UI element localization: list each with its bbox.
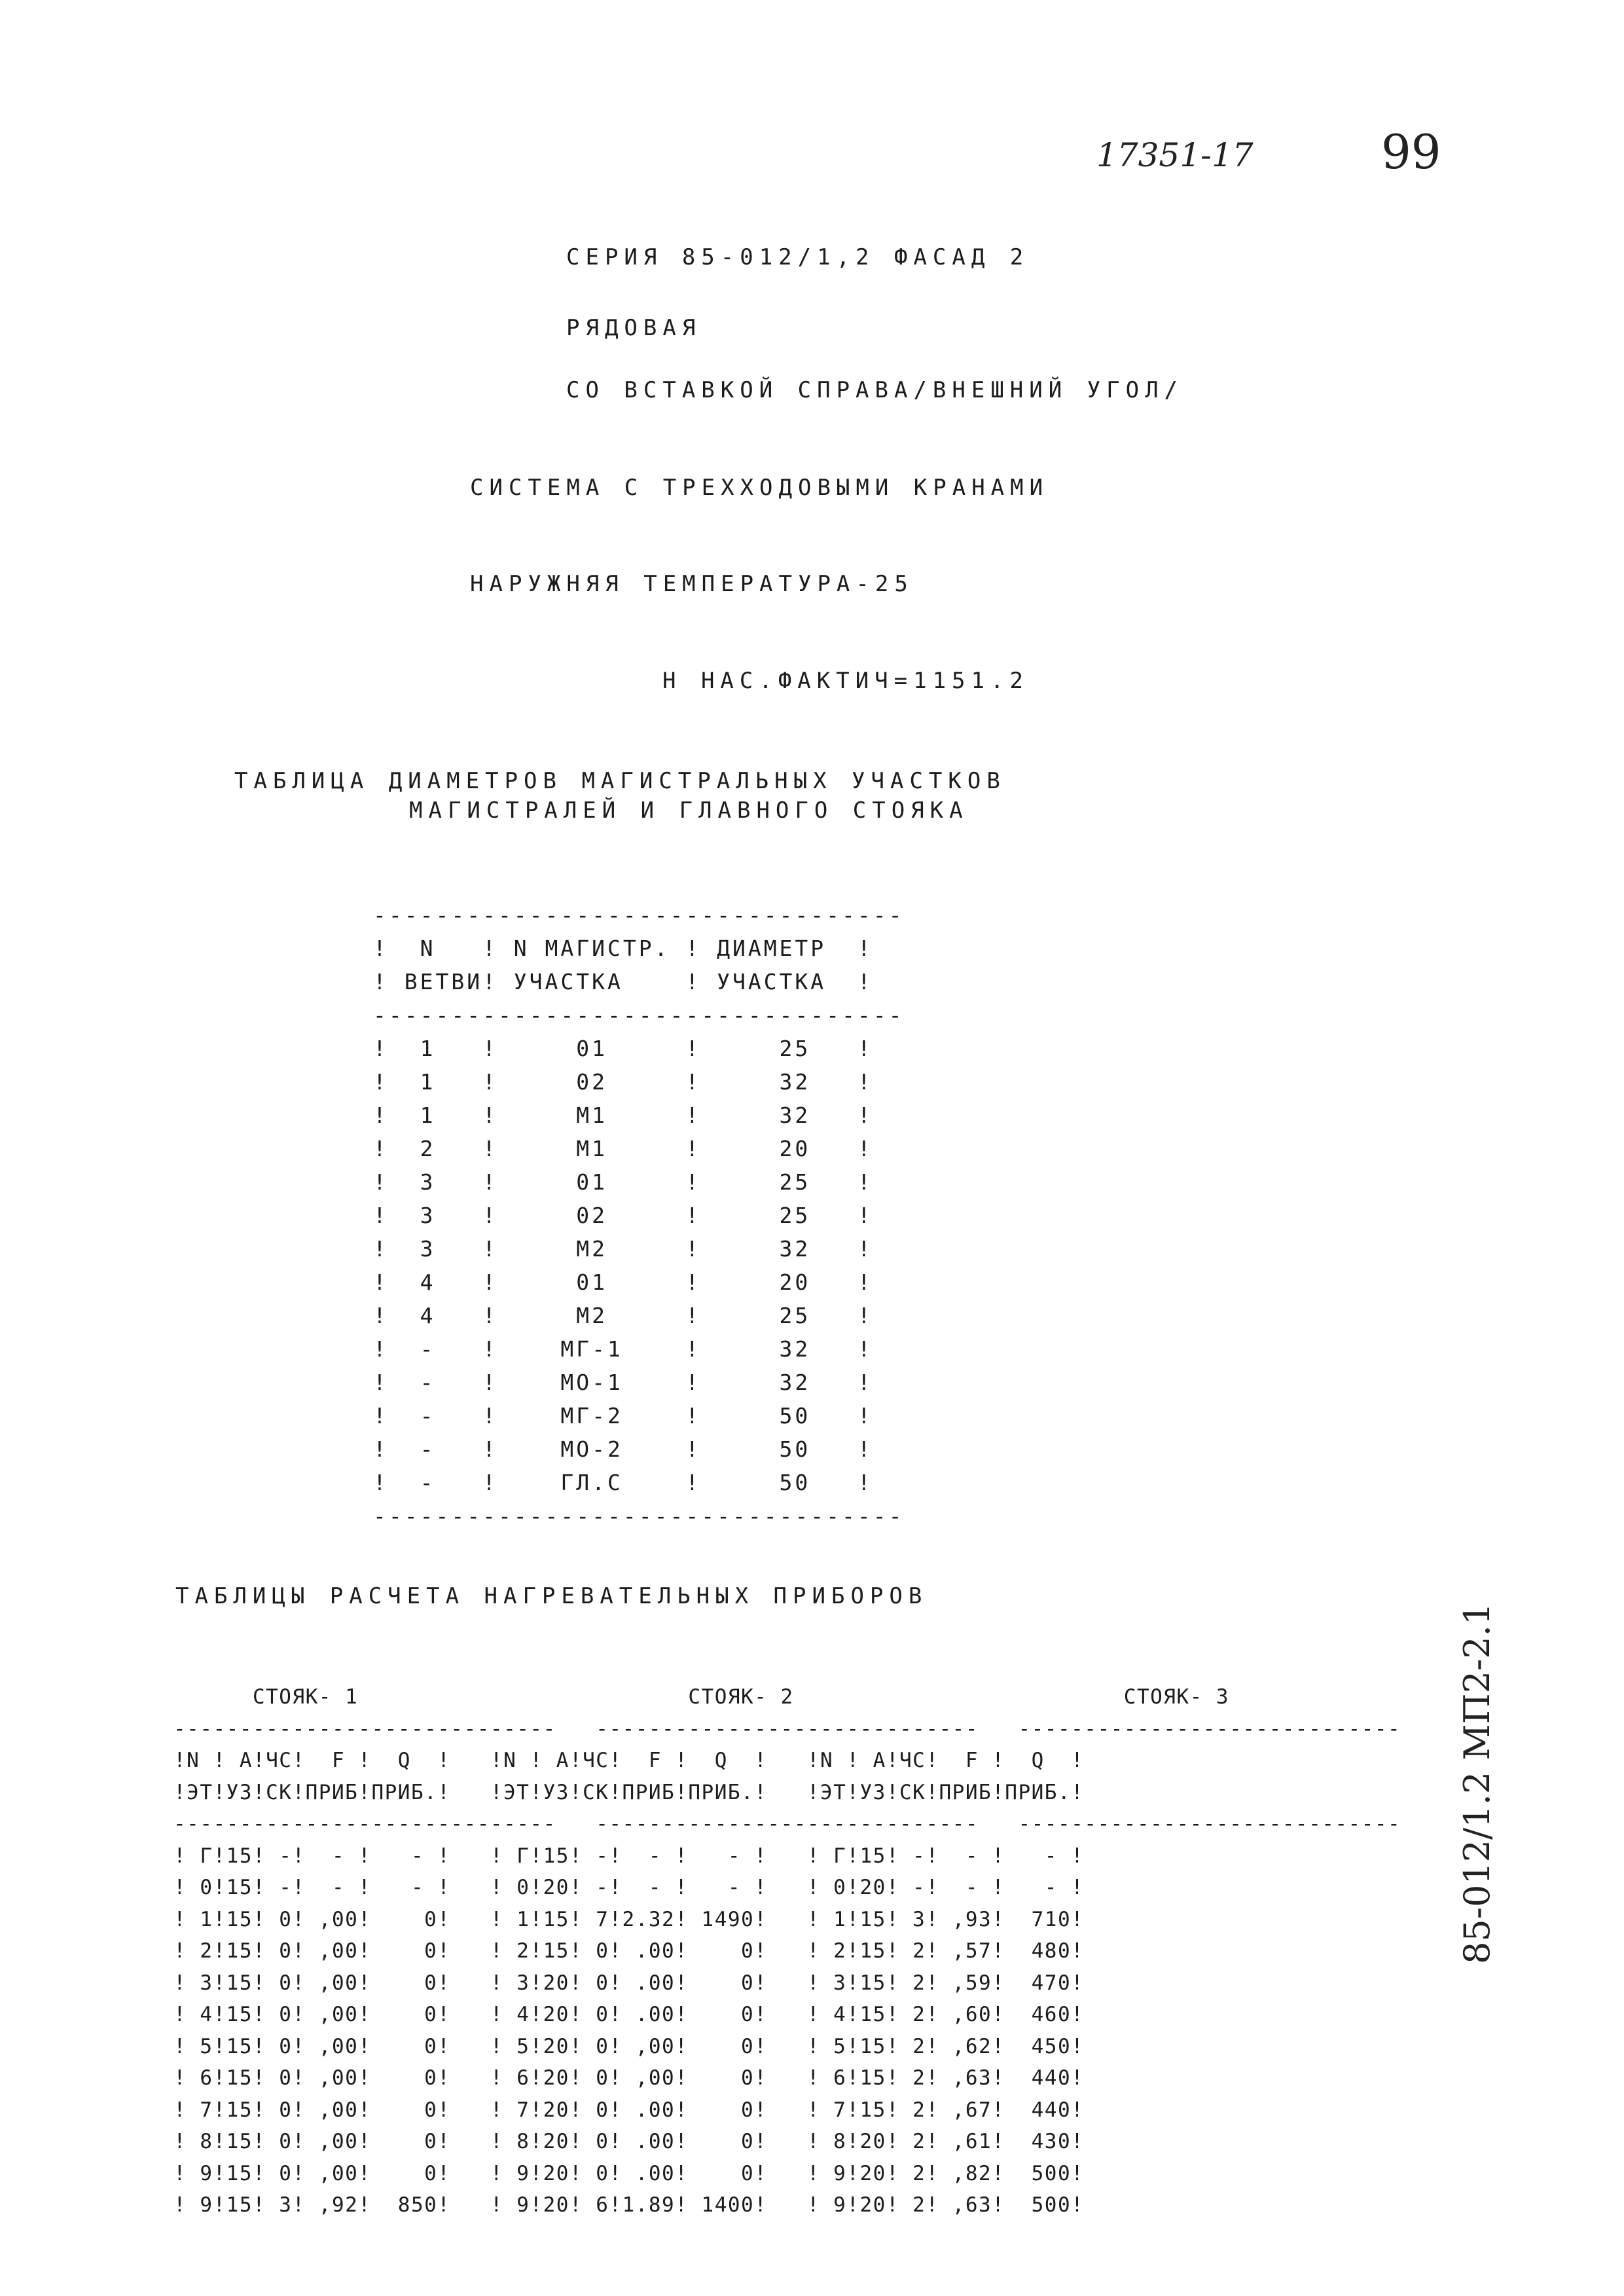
- header-pressure: Н НАС.ФАКТИЧ=1151.2: [662, 668, 1029, 694]
- heater-tables-title: ТАБЛИЦЫ РАСЧЕТА НАГРЕВАТЕЛЬНЫХ ПРИБОРОВ: [175, 1583, 928, 1609]
- header-type: РЯДОВАЯ: [566, 315, 702, 341]
- page-number: 99: [1381, 124, 1441, 179]
- header-variant: СО ВСТАВКОЙ СПРАВА/ВНЕШНИЙ УГОЛ/: [566, 377, 1184, 403]
- side-stamp: 85-012/1.2 МП2-2.1: [1456, 1602, 1498, 1964]
- document-number: 17351-17: [1096, 136, 1254, 174]
- heater-tables: СТОЯК- 1 СТОЯК- 2 СТОЯК- 3 ----------------------------- ----------------------------- ----------------------------- !N ! А!ЧС! F ! Q ! !N ! А!ЧС! F ! Q ! !N ! А!ЧС! F ! Q ! !ЭТ!УЗ!СК!ПРИБ!ПРИБ.! !ЭТ!УЗ!СК!ПРИБ!ПРИБ.! !ЭТ!УЗ!СК!ПРИБ!ПРИБ.! ----------------------------- ----------------------------- ----------------------------- ! Г!15! -! - ! - ! ! Г!15! -! - ! - ! ! Г!15! -! - ! - ! ! 0!15! -! - ! - ! ! 0!20! -! - ! - ! ! 0!20! -! - ! - ! ! 1!15! 0! ,00! 0! ! 1!15! 7!2.32! 1490! ! 1!15! 3! ,93! 710! ! 2!15! 0! ,00! 0! ! 2!15! 0! .00! 0! ! 2!15! 2! ,57! 480! ! 3!15! 0! ,00! 0! ! 3!20! 0! .00! 0! ! 3!15! 2! ,59! 470! ! 4!15! 0! ,00! 0! ! 4!20! 0! .00! 0! ! 4!15! 2! ,60! 460! ! 5!15! 0! ,00! 0! ! 5!20! 0! ,00! 0! ! 5!15! 2! ,62! 450! ! 6!15! 0! ,00! 0! ! 6!20! 0! ,00! 0! ! 6!15! 2! ,63! 440! ! 7!15! 0! ,00! 0! ! 7!20! 0! .00! 0! ! 7!15! 2! ,67! 440! ! 8!15! 0! ,00! 0! ! 8!20! 0! .00! 0! ! 8!20! 2! ,61! 430! ! 9!15! 0! ,00! 0! ! 9!20! 0! .00! 0! ! 9!20! 2! ,82! 500! ! 9!15! 3! ,92! 850! ! 9!20! 6!1.89! 1400! ! 9!20! 2! ,63! 500!: [173, 1685, 1401, 2217]
- header-series: СЕРИЯ 85-012/1,2 ФАСАД 2: [566, 244, 1030, 270]
- diameter-table-title: ТАБЛИЦА ДИАМЕТРОВ МАГИСТРАЛЬНЫХ УЧАСТКОВ: [234, 768, 1006, 794]
- header-system: СИСТЕМА С ТРЕХХОДОВЫМИ КРАНАМИ: [470, 475, 1049, 501]
- header-temperature: НАРУЖНЯЯ ТЕМПЕРАТУРА-25: [470, 571, 914, 597]
- diameter-table: ---------------------------------- ! N ! N МАГИСТР. ! ДИАМЕТР ! ! ВЕТВИ! УЧАСТКА ! УЧАСТКА ! ---------------------------------- ! 1 ! 01 ! 25 ! ! 1 ! 02 ! 32 ! ! 1 ! М1 ! 32 ! ! 2 ! М1 ! 20 ! ! 3 ! 01 ! 25 ! ! 3 ! 02 ! 25 ! ! 3 ! М2 ! 32 ! ! 4 ! 01 ! 20 ! ! 4 ! М2 ! 25 ! ! - ! МГ-1 ! 32 ! ! - ! МО-1 ! 32 ! ! - ! МГ-2 ! 50 ! ! - ! МО-2 ! 50 ! ! - ! ГЛ.С ! 50 ! ----------------------------------: [373, 902, 905, 1529]
- diameter-table-subtitle: МАГИСТРАЛЕЙ И ГЛАВНОГО СТОЯКА: [409, 797, 969, 824]
